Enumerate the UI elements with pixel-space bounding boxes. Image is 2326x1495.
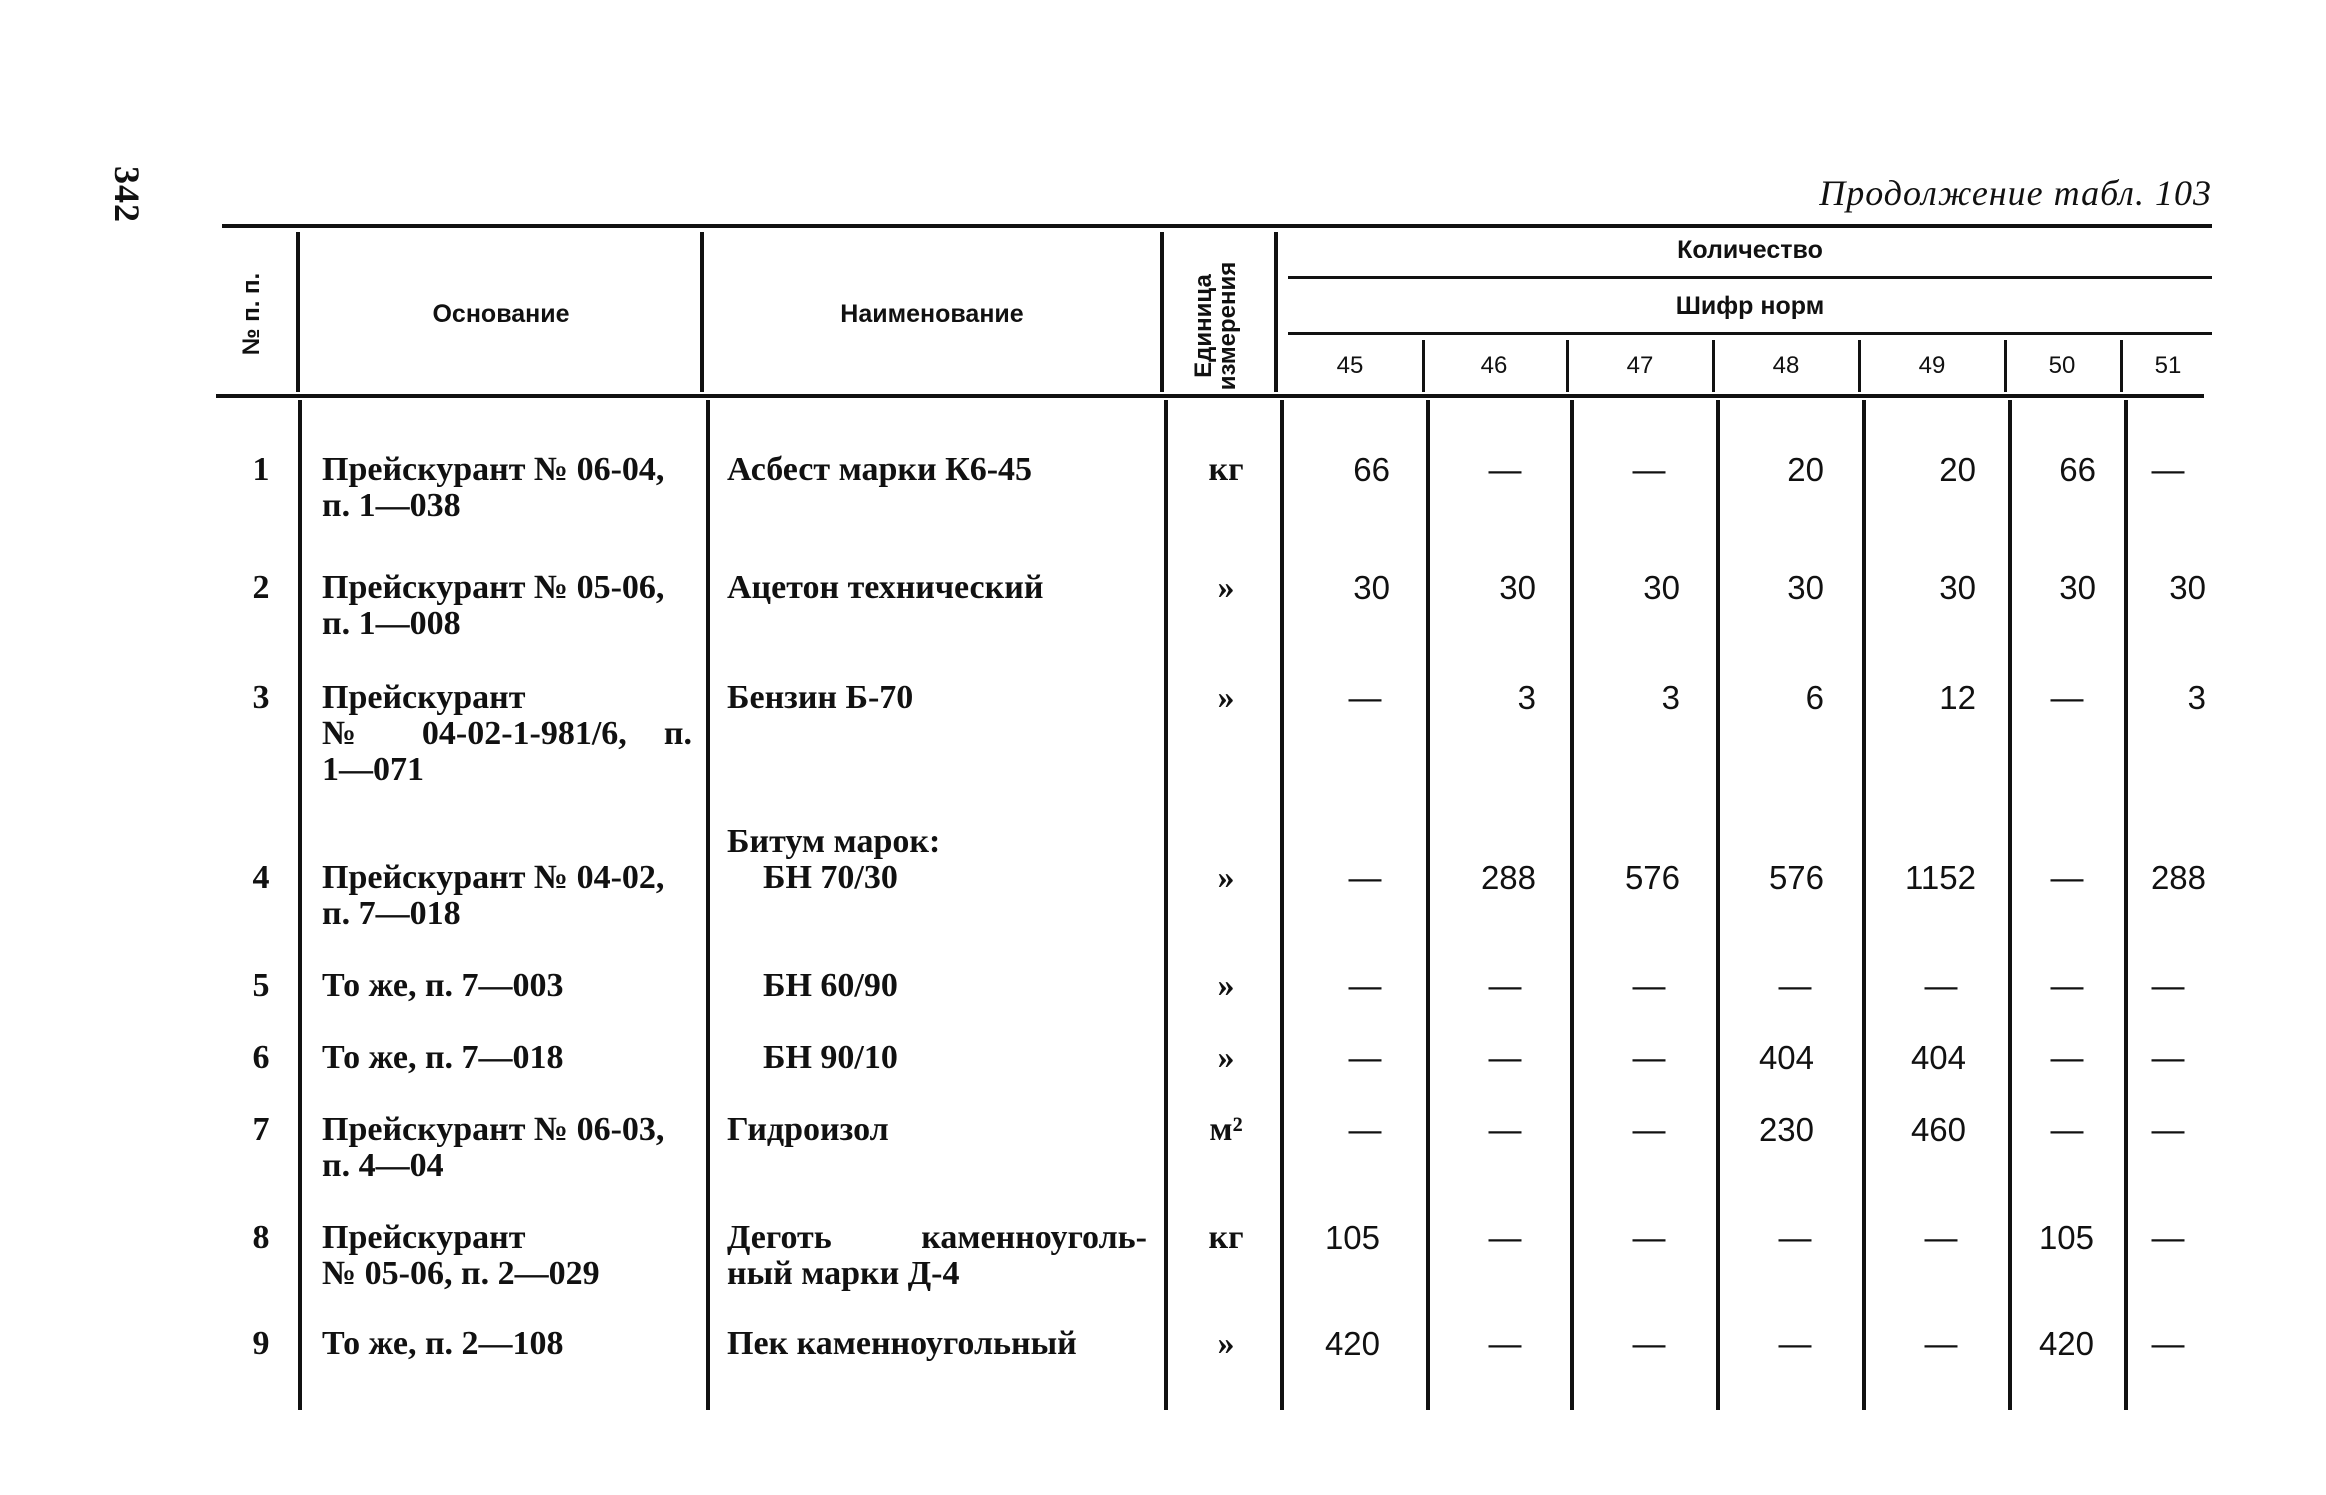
row-basis [322, 452, 692, 524]
body-divider [2124, 400, 2128, 1410]
name-line: БН 70/30 [763, 859, 898, 896]
qty-47: — [1632, 967, 1666, 1004]
qty-45: 105 [1324, 1219, 1380, 1256]
header-name: Наименование [840, 300, 1024, 328]
qty-47: 576 [1624, 859, 1680, 896]
header-unit-text: Единица измерения [1190, 261, 1241, 391]
code-51: 51 [2154, 352, 2182, 379]
body-divider [1716, 400, 1720, 1410]
basis-line: То же, п. 2—108 [322, 1325, 564, 1362]
basis-line: № 05-06, п. 2—029 [322, 1255, 600, 1292]
row-unit: м² [1209, 1111, 1243, 1148]
body-divider [1426, 400, 1430, 1410]
row-num: 1 [252, 451, 270, 488]
basis-line: п. 1—008 [322, 605, 461, 642]
row-num: 5 [252, 967, 270, 1004]
row-num: 7 [252, 1111, 270, 1148]
header-codes-label: Шифр норм [1675, 292, 1825, 320]
qty-50: — [2050, 1039, 2084, 1076]
table-top-rule [222, 224, 2212, 228]
name-line: Ацетон технический [727, 569, 1044, 606]
code-49: 49 [1918, 352, 1946, 379]
body-divider [1570, 400, 1574, 1410]
row-unit: кг [1208, 451, 1244, 488]
row-name [727, 452, 1147, 488]
qty-51: — [2151, 451, 2185, 488]
qty-51: — [2151, 1219, 2185, 1256]
basis-line: Прейскурант № 05-06, [322, 569, 665, 606]
qty-48: 230 [1758, 1111, 1814, 1148]
code-45: 45 [1336, 352, 1364, 379]
qty-46: — [1488, 967, 1522, 1004]
basis-line: п. 7—018 [322, 895, 461, 932]
qty-47: — [1632, 1111, 1666, 1148]
row-num: 3 [252, 679, 270, 716]
code-divider [2004, 340, 2007, 392]
qty-45: — [1348, 859, 1382, 896]
body-divider [1862, 400, 1866, 1410]
qty-45: 66 [1353, 451, 1390, 488]
row-unit: » [1217, 859, 1235, 896]
header-basis: Основание [432, 300, 570, 328]
qty-51: — [2151, 1039, 2185, 1076]
qty-46: — [1488, 451, 1522, 488]
qty-49: — [1924, 967, 1958, 1004]
header-divider [1274, 232, 1278, 392]
row-basis [322, 680, 692, 788]
codes-rule [1288, 332, 2212, 335]
name-line: Пек каменноугольный [727, 1325, 1077, 1362]
basis-line: То же, п. 7—018 [322, 1039, 564, 1076]
qty-46: 30 [1499, 569, 1536, 606]
qty-48: 6 [1805, 679, 1824, 716]
qty-48: — [1778, 967, 1812, 1004]
code-48: 48 [1772, 352, 1800, 379]
qty-46: 3 [1517, 679, 1536, 716]
qty-50: — [2050, 967, 2084, 1004]
body-divider [2008, 400, 2012, 1410]
code-divider [1712, 340, 1715, 392]
name-line: Деготь каменноуголь- [727, 1219, 1147, 1256]
row-num: 2 [252, 569, 270, 606]
qty-51: — [2151, 1325, 2185, 1362]
row-name [727, 1112, 1147, 1148]
code-50: 50 [2048, 352, 2076, 379]
qty-49: 460 [1910, 1111, 1966, 1148]
qty-47: — [1632, 451, 1666, 488]
header-unit [1192, 246, 1240, 406]
qty-47: — [1632, 1039, 1666, 1076]
qty-47: 3 [1661, 679, 1680, 716]
qty-47: — [1632, 1219, 1666, 1256]
body-divider [298, 400, 302, 1410]
qty-48: 30 [1787, 569, 1824, 606]
qty-50: 66 [2059, 451, 2096, 488]
name-line: Битум марок: [727, 823, 941, 860]
qty-45: 30 [1353, 569, 1390, 606]
row-unit: » [1217, 967, 1235, 1004]
row-name [727, 1220, 1147, 1292]
qty-49: — [1924, 1219, 1958, 1256]
body-divider [1164, 400, 1168, 1410]
row-num: 9 [252, 1325, 270, 1362]
qty-49: 12 [1939, 679, 1976, 716]
basis-line: п. 1—038 [322, 487, 461, 524]
qty-49: — [1924, 1325, 1958, 1362]
row-basis [322, 1040, 692, 1076]
qty-47: — [1632, 1325, 1666, 1362]
basis-line: То же, п. 7—003 [322, 967, 564, 1004]
name-line: Гидроизол [727, 1111, 889, 1148]
header-divider [1160, 232, 1164, 392]
row-unit: » [1217, 679, 1235, 716]
qty-51: 30 [2169, 569, 2206, 606]
row-unit: » [1217, 569, 1235, 606]
code-divider [1858, 340, 1861, 392]
qty-45: — [1348, 967, 1382, 1004]
code-47: 47 [1626, 352, 1654, 379]
qty-46: — [1488, 1325, 1522, 1362]
qty-48: 404 [1758, 1039, 1814, 1076]
code-divider [1422, 340, 1425, 392]
basis-line: № 04-02-1-981/6, п. [322, 715, 692, 752]
row-unit: » [1217, 1039, 1235, 1076]
qty-48: — [1778, 1325, 1812, 1362]
row-num: 8 [252, 1219, 270, 1256]
row-name [727, 1040, 1147, 1076]
table-caption: Продолжение табл. 103 [1819, 173, 2212, 213]
qty-50: — [2050, 679, 2084, 716]
row-unit: кг [1208, 1219, 1244, 1256]
qty-50: — [2050, 1111, 2084, 1148]
row-basis [322, 1112, 692, 1184]
qty-49: 1152 [1905, 859, 1976, 896]
header-num: № п. п. [238, 272, 265, 356]
qty-49: 20 [1939, 451, 1976, 488]
code-46: 46 [1480, 352, 1508, 379]
basis-line: Прейскурант № 06-04, [322, 451, 665, 488]
basis-line: 1—071 [322, 751, 424, 788]
qty-50: 30 [2059, 569, 2096, 606]
basis-line: Прейскурант [322, 1219, 526, 1256]
header-divider [296, 232, 300, 392]
row-basis [322, 860, 692, 932]
qty-50: — [2050, 859, 2084, 896]
row-name [727, 570, 1147, 606]
page-number: 342 [107, 166, 147, 223]
basis-line: п. 4—04 [322, 1147, 444, 1184]
row-basis [322, 570, 692, 642]
row-basis [322, 1326, 692, 1362]
code-divider [1566, 340, 1569, 392]
qty-49: 30 [1939, 569, 1976, 606]
row-unit: » [1217, 1325, 1235, 1362]
qty-48: 576 [1768, 859, 1824, 896]
qty-51: — [2151, 1111, 2185, 1148]
qty-45: — [1348, 1039, 1382, 1076]
row-name [727, 1326, 1147, 1362]
code-divider [2120, 340, 2123, 392]
qty-51: — [2151, 967, 2185, 1004]
qty-48: — [1778, 1219, 1812, 1256]
basis-line: Прейскурант [322, 679, 526, 716]
row-num: 6 [252, 1039, 270, 1076]
qty-48: 20 [1787, 451, 1824, 488]
name-line: ный марки Д-4 [727, 1255, 960, 1292]
qty-47: 30 [1643, 569, 1680, 606]
name-line: Асбест марки К6-45 [727, 451, 1033, 488]
basis-line: Прейскурант № 06-03, [322, 1111, 665, 1148]
name-line: Бензин Б-70 [727, 679, 914, 716]
row-name [727, 680, 1147, 716]
qty-51: 288 [2150, 859, 2206, 896]
row-name [727, 824, 1147, 896]
basis-line: Прейскурант № 04-02, [322, 859, 665, 896]
qty-46: — [1488, 1111, 1522, 1148]
qty-46: — [1488, 1039, 1522, 1076]
row-basis [322, 968, 692, 1004]
qty-45: 420 [1324, 1325, 1380, 1362]
qty-50: 420 [2038, 1325, 2094, 1362]
body-divider [1280, 400, 1284, 1410]
qty-46: — [1488, 1219, 1522, 1256]
qty-45: — [1348, 1111, 1382, 1148]
row-name [727, 968, 1147, 1004]
row-num: 4 [252, 859, 270, 896]
qty-51: 3 [2187, 679, 2206, 716]
qty-45: — [1348, 679, 1382, 716]
row-basis [322, 1220, 692, 1292]
quantity-rule [1288, 276, 2212, 279]
qty-46: 288 [1480, 859, 1536, 896]
name-line: БН 90/10 [763, 1039, 898, 1076]
name-line: БН 60/90 [763, 967, 898, 1004]
body-divider [706, 400, 710, 1410]
qty-50: 105 [2038, 1219, 2094, 1256]
qty-49: 404 [1910, 1039, 1966, 1076]
header-quantity: Количество [1677, 236, 1823, 264]
